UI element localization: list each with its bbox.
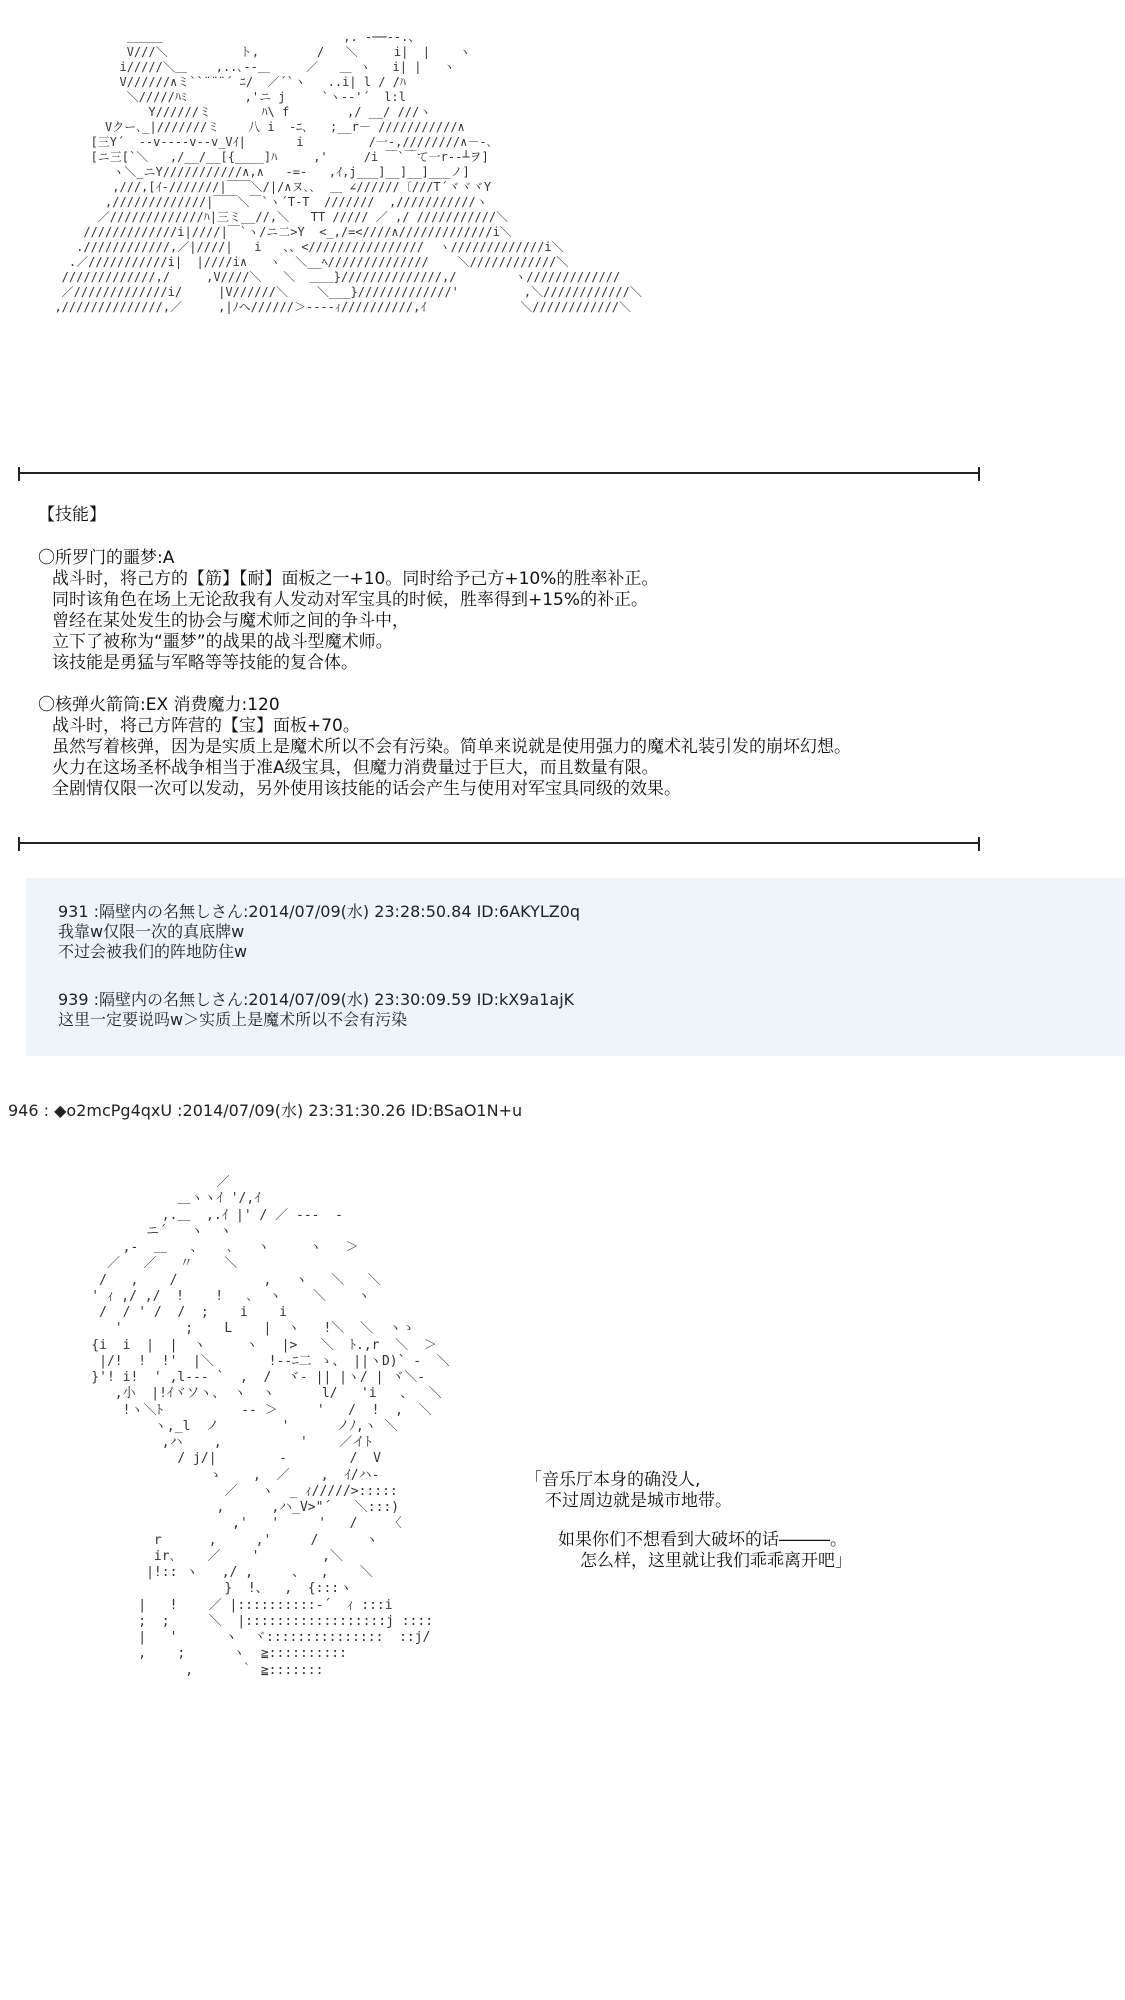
- skills-section: [38, 505, 978, 821]
- skill-line: 同时该角色在场上无论敌我有人发动对军宝具的时候，胜率得到+15%的补正。: [52, 590, 649, 610]
- skill-title: 〇核弹火箭筒:EX 消费魔力:120: [38, 695, 280, 715]
- skill-line: 火力在这场圣杯战争相当于准A级宝具，但魔力消费量过于巨大，而且数量有限。: [52, 758, 659, 778]
- post-header: 939 :隔壁内の名無しさん:2014/07/09(水) 23:30:09.59 ID:kX9a1ajK: [58, 990, 575, 1009]
- skill-title: 〇所罗门的噩梦:A: [38, 548, 175, 568]
- post-line: 不过会被我们的阵地防住w: [58, 942, 248, 961]
- skill-nuclear-bazooka: [38, 695, 978, 800]
- skill-line: 战斗时，将己方的【筋】【耐】面板之一+10。同时给予己方+10%的胜率补正。: [52, 569, 659, 589]
- skill-line: 曾经在某处发生的协会与魔术师之间的争斗中，: [52, 611, 409, 631]
- reply-post: [58, 902, 580, 962]
- divider-top: [18, 472, 980, 474]
- ascii-art-character: ／ ＿ヽヽｲ '/,ｲ ,.＿ ,.ｲ |' / ／ ‐‐‐ ‐ ニ´ ヽ ヽ ,- ＿ 、 ､ ヽ ヽ ＞ ／ ／ 〃 ＼ / , / , ヽ ＼ ＼ ' ｨ ,/ ,/ ! ! ､ ヽ ＼ ヽ / / ' / / ; i i ' ; L | ヽ !＼ ＼ ヽゝ {i i | | ヽ ヽ |> ＼ ﾄ.,r ＼ ＞ |/! ! !' |＼ !‐‐ﾆ二 ゝ、 ||ヽD)` ‐ ＼ }'! i! ' ,l-‐- ` , / ヾ- || |ヽ/ | ヾ＼‐ ,小 |!ｲヾソヽ、 ヽ ヽ l/ 'i 、 ＼ !ヽ＼ﾄ ‐‐ ＞ ' / ! , ＼ ヽ,_l ノ ' ノﾉ,ヽ ＼ ,ハ , ' ／イﾄ / j/| ‐ / V ゝ , ／ , ｲ/ハ‐ ／ ヽ _ ｨ/////>::::: , ,ハ_V>"´ ＼:::) ,' ' ' / 〈 r , ,' / ヽ ir､ ／ ' ,＼ |!:: ヽ ,/ , 、 , ＼ } !、 , {:::ヽ | ! ／ |::::::::::‐´ ｨ :::i ; ; ＼ |::::::::::::::::::j :::: | ' ヽ ヾ::::::::::::::: ::j/ , ; ヽ ≧:::::::::: , ｀ ≧:::::::: [91, 1175, 450, 1678]
- divider-bottom: [18, 842, 980, 844]
- skill-line: 虽然写着核弹，因为是实质上是魔术所以不会有污染。简单来说就是使用强力的魔术礼装引发的崩坏幻想。: [52, 737, 851, 757]
- dialogue-line: 「音乐厅本身的确没人,: [525, 1470, 701, 1490]
- skills-heading: 【技能】: [38, 505, 106, 525]
- skill-solomon-nightmare: [38, 548, 978, 674]
- dialogue-line: 如果你们不想看到大破坏的话―――。: [558, 1530, 847, 1550]
- dialogue-line: 怎么样，这里就让我们乖乖离开吧」: [580, 1551, 852, 1571]
- post-line: 这里一定要说吗w＞实质上是魔术所以不会有污染: [58, 1010, 408, 1029]
- skill-line: 立下了被称为“噩梦”的战果的战斗型魔术师。: [52, 632, 393, 652]
- skill-line: 战斗时，将己方阵营的【宝】面板+70。: [52, 716, 360, 736]
- post-header: 931 :隔壁内の名無しさん:2014/07/09(水) 23:28:50.84 ID:6AKYLZ0q: [58, 902, 581, 921]
- dialogue-line: 不过周边就是城市地带。: [545, 1491, 732, 1511]
- skill-line: 全剧情仅限一次可以发动，另外使用该技能的话会产生与使用对军宝具同级的效果。: [52, 779, 681, 799]
- ascii-art-top: ＿＿＿ ,. ‐──‐-.、 V///＼ ト, / ＼ i| | ヽ i/////＼＿ ,..､-‐＿ ／ ＿ ヽ i| | ヽ V//////∧ミ``¨¨¨´ ﾆ/ ／´`ヽ ..i| l / /ﾊ ＼/////ﾊﾐ ,'ニ j `ヽ‐‐'´ l:l Y//////ミ ﾊ\ f ,/ __/ ///ヽ Vクー､_|///////ミ 八 i ‐ﾆ､ ;__r－ ///////////∧ [三Y´ -‐v----v--v_Vｲ| i /一‐,////////∧－-､ [ニ三[`＼ ,/__/__[{____]ﾊ ,' /i ￣`￣て一r‐‐┴ヲ] ヽ＼_ニY///////////∧,∧ -=- ,ｲ,j___]__]__]___ノ] ,///,[ｲ-///////|￣￣＼/|/∧ヌ､､ ＿ ∠//////〔///T´ヾヾヾY ,/////////////|￣￣＼￣`ヽ´T‐T /////// ,///////////ヽ ／/////////////ﾊ|三ミ__//,＼ TT ///// ／ ,/ ///////////＼ /////////////i|////|￣`ヽ/ニ二>Y <_,/=<////∧/////////////i＼ .////////////,／|////| i 、、<//////////////// ヽ/////////////i＼ .／///////////i| |////i∧ ヽ ＼__ﾍ////////////// ＼////////////＼ /////////////,/ ,V////＼ ＼ ＿＿}//////////////,/ ヽ///////////// ／/////////////i/ |V//////＼ ＼___}/////////////' ,＼////////////＼ ,//////////////,／ ,|ﾉヘ//////＞‐‐‐‐ｨ//////////,ｲ ＼////////////＼: [54, 30, 642, 314]
- post-line: 我靠w仅限一次的真底牌w: [58, 922, 245, 941]
- post-header: 946 : ◆o2mcPg4qxU :2014/07/09(水) 23:31:30.26 ID:BSaO1N+u: [8, 1101, 523, 1120]
- skill-line: 该技能是勇猛与军略等等技能的复合体。: [52, 653, 358, 673]
- reply-post: [58, 990, 574, 1030]
